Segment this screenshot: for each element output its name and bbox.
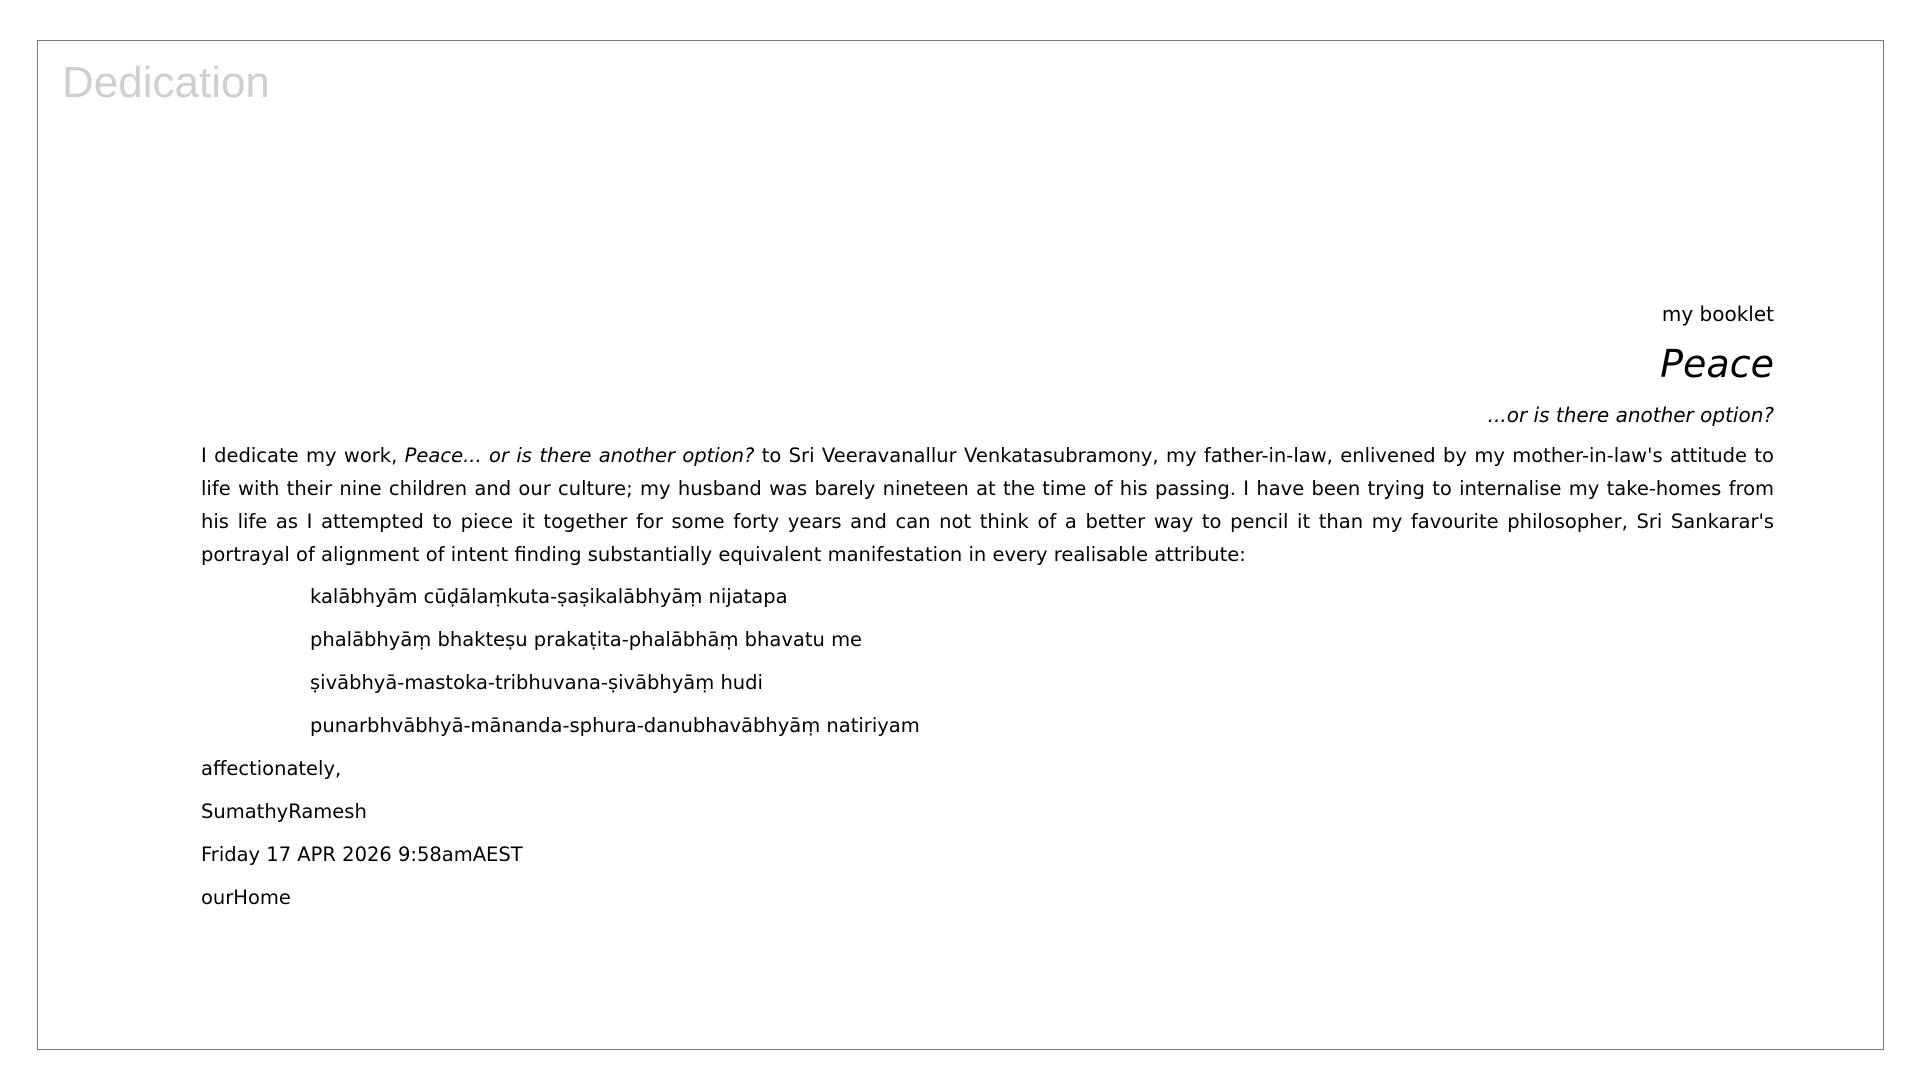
booklet-label: my booklet <box>1661 302 1774 326</box>
verse-line: kalābhyām cūḍālaṃkuta-ṣaṣikalābhyāṃ nijatapa <box>310 585 788 608</box>
dedication-body: to Sri Veeravanallur Venkatasubramony, my father-in-law, enlivened by my mother-in-law's attitude to life with their nine children and our culture; my husband was barely nineteen at the time of his passing. I have been trying to internalise my take-homes from his life as I attempted to piece it together for some forty years and can not think of a better way to pencil it than my favourite philosopher, Sri Sankarar's portrayal of alignment of intent finding substantially equivalent manifestation in every realisable attribute: <box>201 444 1774 566</box>
dedication-intro: I dedicate my work, <box>201 444 405 467</box>
closing-salutation: affectionately, <box>201 757 342 780</box>
dedication-paragraph <box>201 439 1774 571</box>
dedication-content <box>201 296 1774 924</box>
verse-line: punarbhvābhyā-mānanda-sphura-danubhavābhyāṃ natiriyam <box>310 714 920 737</box>
closing-datetime: Friday 17 APR 2026 9:58amAEST <box>201 843 523 866</box>
page-title: Dedication <box>62 58 270 107</box>
closing-place: ourHome <box>201 886 291 909</box>
verse-line: phalābhyāṃ bhakteṣu prakaṭita-phalābhāṃ bhavatu me <box>310 628 863 651</box>
booklet-subtitle: ...or is there another option? <box>1487 403 1774 427</box>
verse-line: ṣivābhyā-mastoka-tribhuvana-ṣivābhyāṃ hudi <box>310 671 763 694</box>
verse-block <box>310 580 1774 742</box>
closing-author: SumathyRamesh <box>201 800 367 823</box>
booklet-title: Peace <box>1660 342 1774 386</box>
dedication-work-title: Peace... or is there another option? <box>404 444 755 467</box>
